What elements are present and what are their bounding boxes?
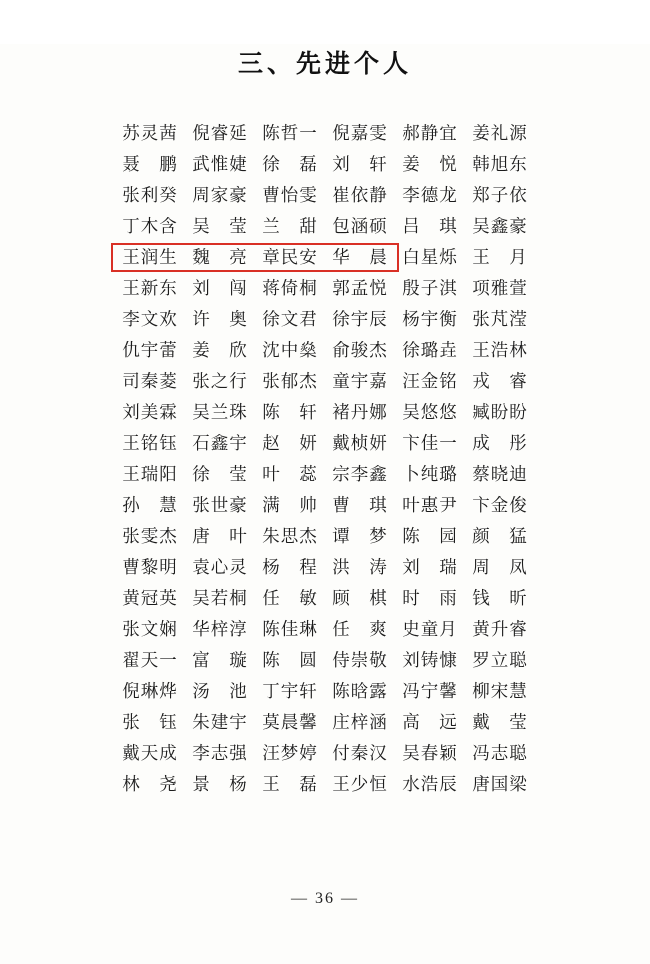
name-cell: 吴兰珠 [192,401,248,422]
name-cell: 景 杨 [192,773,248,794]
name-cell: 张世豪 [192,494,248,515]
name-cell: 黄升睿 [472,618,528,639]
table-row [115,645,535,676]
name-cell: 司秦菱 [122,370,178,391]
name-cell: 王铭钰 [122,432,178,453]
table-row [115,335,535,366]
page-footer [0,890,650,908]
table-row [115,738,535,769]
name-cell: 童宇嘉 [332,370,388,391]
name-cell: 倪嘉雯 [332,122,388,143]
name-cell: 颜 猛 [472,525,528,546]
name-cell: 汤 池 [192,680,248,701]
name-cell: 朱思杰 [262,525,318,546]
name-cell: 陈佳琳 [262,618,318,639]
name-cell: 王瑞阳 [122,463,178,484]
name-cell: 倪琳烨 [122,680,178,701]
table-row [115,676,535,707]
name-cell: 仇宇蕾 [122,339,178,360]
name-cell: 韩旭东 [472,153,528,174]
name-cell: 卞金俊 [472,494,528,515]
name-cell: 李文欢 [122,308,178,329]
name-cell: 罗立聪 [472,649,528,670]
name-cell: 刘铸慷 [402,649,458,670]
name-table [115,118,535,800]
page-title: 三、先进个人 [237,51,412,78]
table-row [115,614,535,645]
document-page [0,44,650,964]
name-cell: 白星烁 [402,246,458,267]
name-cell: 姜礼源 [472,122,528,143]
name-cell: 许 奥 [192,308,248,329]
name-cell: 吴 莹 [192,215,248,236]
name-cell: 李德龙 [402,184,458,205]
table-row [115,459,535,490]
name-cell: 徐璐垚 [402,339,458,360]
name-cell: 朱建宇 [192,711,248,732]
name-cell: 曹黎明 [122,556,178,577]
name-cell: 臧盼盼 [472,401,528,422]
name-cell: 庄梓涵 [332,711,388,732]
name-cell: 周家豪 [192,184,248,205]
name-cell: 孙 慧 [122,494,178,515]
name-cell: 张雯杰 [122,525,178,546]
name-cell: 袁心灵 [192,556,248,577]
table-row [115,490,535,521]
name-cell: 黄冠英 [122,587,178,608]
name-cell: 陈 轩 [262,401,318,422]
name-cell: 兰 甜 [262,215,318,236]
table-row [115,149,535,180]
name-cell: 陈 圆 [262,649,318,670]
name-cell: 曹怡雯 [262,184,318,205]
name-cell: 戴桢妍 [332,432,388,453]
name-cell: 侍崇敬 [332,649,388,670]
name-cell: 徐宇辰 [332,308,388,329]
name-cell: 林 尧 [122,773,178,794]
name-cell: 沈中燊 [262,339,318,360]
name-cell: 徐文君 [262,308,318,329]
name-cell: 蔡晓迪 [472,463,528,484]
name-cell: 王 月 [472,246,528,267]
name-cell: 洪 涛 [332,556,388,577]
name-cell: 丁宇轩 [262,680,318,701]
name-cell: 宗李鑫 [332,463,388,484]
name-cell: 曹 琪 [332,494,388,515]
name-cell: 陈哲一 [262,122,318,143]
table-row [115,211,535,242]
name-cell: 付秦汉 [332,742,388,763]
name-cell: 张之行 [192,370,248,391]
name-cell: 刘 轩 [332,153,388,174]
name-cell: 刘美霖 [122,401,178,422]
name-table-body [115,118,535,800]
name-cell: 郝静宜 [402,122,458,143]
name-cell: 杨宇衡 [402,308,458,329]
name-cell: 吴悠悠 [402,401,458,422]
name-cell: 苏灵茜 [122,122,178,143]
table-row [115,707,535,738]
name-cell: 章民安 [262,246,318,267]
name-cell: 姜 欣 [192,339,248,360]
name-cell: 刘 瑞 [402,556,458,577]
name-cell: 冯志聪 [472,742,528,763]
name-cell: 高 远 [402,711,458,732]
name-cell: 聂 鹏 [122,153,178,174]
name-cell: 陈 园 [402,525,458,546]
name-cell: 华梓淳 [192,618,248,639]
name-cell: 吴春颖 [402,742,458,763]
name-cell: 包涵硕 [332,215,388,236]
name-cell: 张文娴 [122,618,178,639]
name-cell: 褚丹娜 [332,401,388,422]
name-cell: 郭孟悦 [332,277,388,298]
name-cell: 卜纯璐 [402,463,458,484]
name-cell: 王新东 [122,277,178,298]
name-cell: 王少恒 [332,773,388,794]
name-cell: 周 凤 [472,556,528,577]
page-number: — 36 — [291,890,359,907]
table-row [115,273,535,304]
name-cell: 唐 叶 [192,525,248,546]
name-cell: 李志强 [192,742,248,763]
name-cell: 郑子依 [472,184,528,205]
name-list-container [0,118,650,800]
name-cell: 钱 昕 [472,587,528,608]
name-cell: 张郁杰 [262,370,318,391]
name-cell: 张利癸 [122,184,178,205]
name-cell: 项雅萱 [472,277,528,298]
name-cell: 王 磊 [262,773,318,794]
name-cell: 魏 亮 [192,246,248,267]
name-cell: 武惟婕 [192,153,248,174]
name-cell: 赵 妍 [262,432,318,453]
name-cell: 时 雨 [402,587,458,608]
table-row [115,769,535,800]
name-cell: 华 晨 [332,246,388,267]
name-cell: 崔依静 [332,184,388,205]
table-row [115,428,535,459]
name-cell: 柳宋慧 [472,680,528,701]
name-cell: 史童月 [402,618,458,639]
table-row [115,242,535,273]
name-cell: 谭 梦 [332,525,388,546]
name-cell: 徐 磊 [262,153,318,174]
name-cell: 丁木含 [122,215,178,236]
name-cell: 张 钰 [122,711,178,732]
name-cell: 徐 莹 [192,463,248,484]
name-cell: 石鑫宇 [192,432,248,453]
name-cell: 成 彤 [472,432,528,453]
table-row [115,583,535,614]
name-cell: 杨 程 [262,556,318,577]
name-cell: 吴若桐 [192,587,248,608]
name-cell: 翟天一 [122,649,178,670]
table-row [115,521,535,552]
name-cell: 戴 莹 [472,711,528,732]
name-cell: 殷子淇 [402,277,458,298]
name-cell: 汪梦婷 [262,742,318,763]
name-cell: 满 帅 [262,494,318,515]
table-row [115,180,535,211]
table-row [115,304,535,335]
name-cell: 王浩林 [472,339,528,360]
name-cell: 顾 棋 [332,587,388,608]
name-cell: 冯宁馨 [402,680,458,701]
name-cell: 刘 闯 [192,277,248,298]
table-row [115,118,535,149]
name-cell: 戴天成 [122,742,178,763]
name-cell: 俞骏杰 [332,339,388,360]
name-cell: 莫晨馨 [262,711,318,732]
name-cell: 王润生 [122,246,178,267]
name-cell: 富 璇 [192,649,248,670]
name-cell: 戎 睿 [472,370,528,391]
name-cell: 汪金铭 [402,370,458,391]
table-row [115,366,535,397]
name-cell: 卞佳一 [402,432,458,453]
name-cell: 姜 悦 [402,153,458,174]
name-cell: 吴鑫豪 [472,215,528,236]
name-cell: 叶惠尹 [402,494,458,515]
name-cell: 任 爽 [332,618,388,639]
name-cell: 张芃滢 [472,308,528,329]
name-cell: 陈晗露 [332,680,388,701]
table-row [115,397,535,428]
name-cell: 水浩辰 [402,773,458,794]
name-cell: 蒋倚桐 [262,277,318,298]
name-cell: 任 敏 [262,587,318,608]
name-cell: 倪睿延 [192,122,248,143]
name-cell: 唐国梁 [472,773,528,794]
name-cell: 吕 琪 [402,215,458,236]
table-row [115,552,535,583]
name-cell: 叶 蕊 [262,463,318,484]
